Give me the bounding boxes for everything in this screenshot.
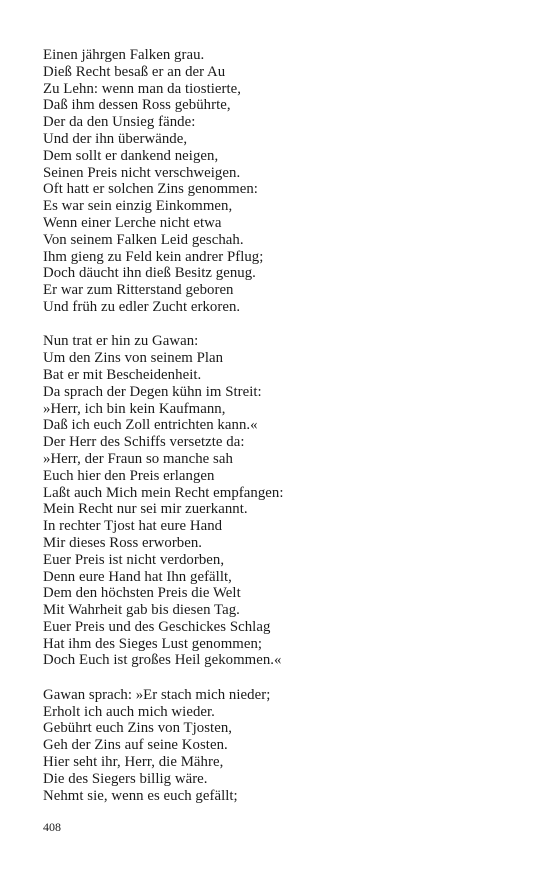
verse-line: Der Herr des Schiffs versetzte da: [43,434,245,451]
verse-line: Und früh zu edler Zucht erkoren. [43,298,241,315]
verse-line: Daß ihm dessen Ross gebührte, [43,97,231,114]
verse-line: Wenn einer Lerche nicht etwa [43,214,222,231]
verse-line: Doch Euch ist großes Heil gekommen.« [43,652,282,669]
verse-line: Hier seht ihr, Herr, die Mähre, [43,754,224,771]
verse-line: Bat er mit Bescheidenheit. [43,366,202,383]
verse-line: Dem den höchsten Preis die Welt [43,585,241,602]
verse-line: Es war sein einzig Einkommen, [43,198,233,215]
page-number: 408 [43,820,61,834]
verse-line: Nehmt sie, wenn es euch gefällt; [43,787,238,804]
verse-line: Mir dieses Ross erworben. [43,534,203,551]
verse-line: Daß ich euch Zoll entrichten kann.« [43,417,258,434]
verse-line: Um den Zins von seinem Plan [43,350,224,367]
verse-line: Oft hatt er solchen Zins genommen: [43,181,258,198]
verse-line: Zu Lehn: wenn man da tiostierte, [43,80,242,97]
verse-line: Euer Preis und des Geschickes Schlag [43,618,271,635]
verse-line: Mit Wahrheit gab bis diesen Tag. [43,602,240,619]
verse-line: Einen jährgen Falken grau. [43,47,205,63]
verse-line: Und der ihn überwände, [43,130,188,147]
verse-line: Dem sollt er dankend neigen, [43,147,219,164]
verse-line: Mein Recht nur sei mir zuerkannt. [43,501,248,518]
stanza-2 [43,333,523,669]
verse-line: Da sprach der Degen kühn im Streit: [43,383,262,400]
book-page [43,47,523,822]
verse-line: Ihm gieng zu Feld kein andrer Pflug; [43,248,264,265]
verse-line: Seinen Preis nicht verschweigen. [43,164,241,181]
verse-line: Gebührt euch Zins von Tjosten, [43,720,233,737]
verse-line: »Herr, ich bin kein Kaufmann, [43,400,226,417]
verse-line: Euer Preis ist nicht verdorben, [43,551,225,568]
verse-line: Geh der Zins auf seine Kosten. [43,737,228,754]
verse-line: Nun trat er hin zu Gawan: [43,333,199,350]
verse-line: Laßt auch Mich mein Recht empfangen: [43,484,284,501]
verse-line: Doch däucht ihn dieß Besitz genug. [43,265,256,282]
verse-line: Der da den Unsieg fände: [43,114,196,131]
stanza-3 [43,687,523,805]
verse-line: Die des Siegers billig wäre. [43,770,208,787]
verse-line: Gawan sprach: »Er stach mich nieder; [43,686,271,703]
verse-line: Von seinem Falken Leid geschah. [43,231,244,248]
stanza-1 [43,47,523,316]
verse-line: In rechter Tjost hat eure Hand [43,518,223,535]
verse-line: Erholt ich auch mich wieder. [43,703,215,720]
verse-line: Euch hier den Preis erlangen [43,467,215,484]
verse-line: »Herr, der Fraun so manche sah [43,450,233,467]
poem-body [43,47,523,804]
verse-line: Denn eure Hand hat Ihn gefällt, [43,568,232,585]
verse-line: Dieß Recht besaß er an der Au [43,63,226,80]
verse-line: Hat ihm des Sieges Lust genommen; [43,635,263,652]
verse-line: Er war zum Ritterstand geboren [43,282,234,299]
